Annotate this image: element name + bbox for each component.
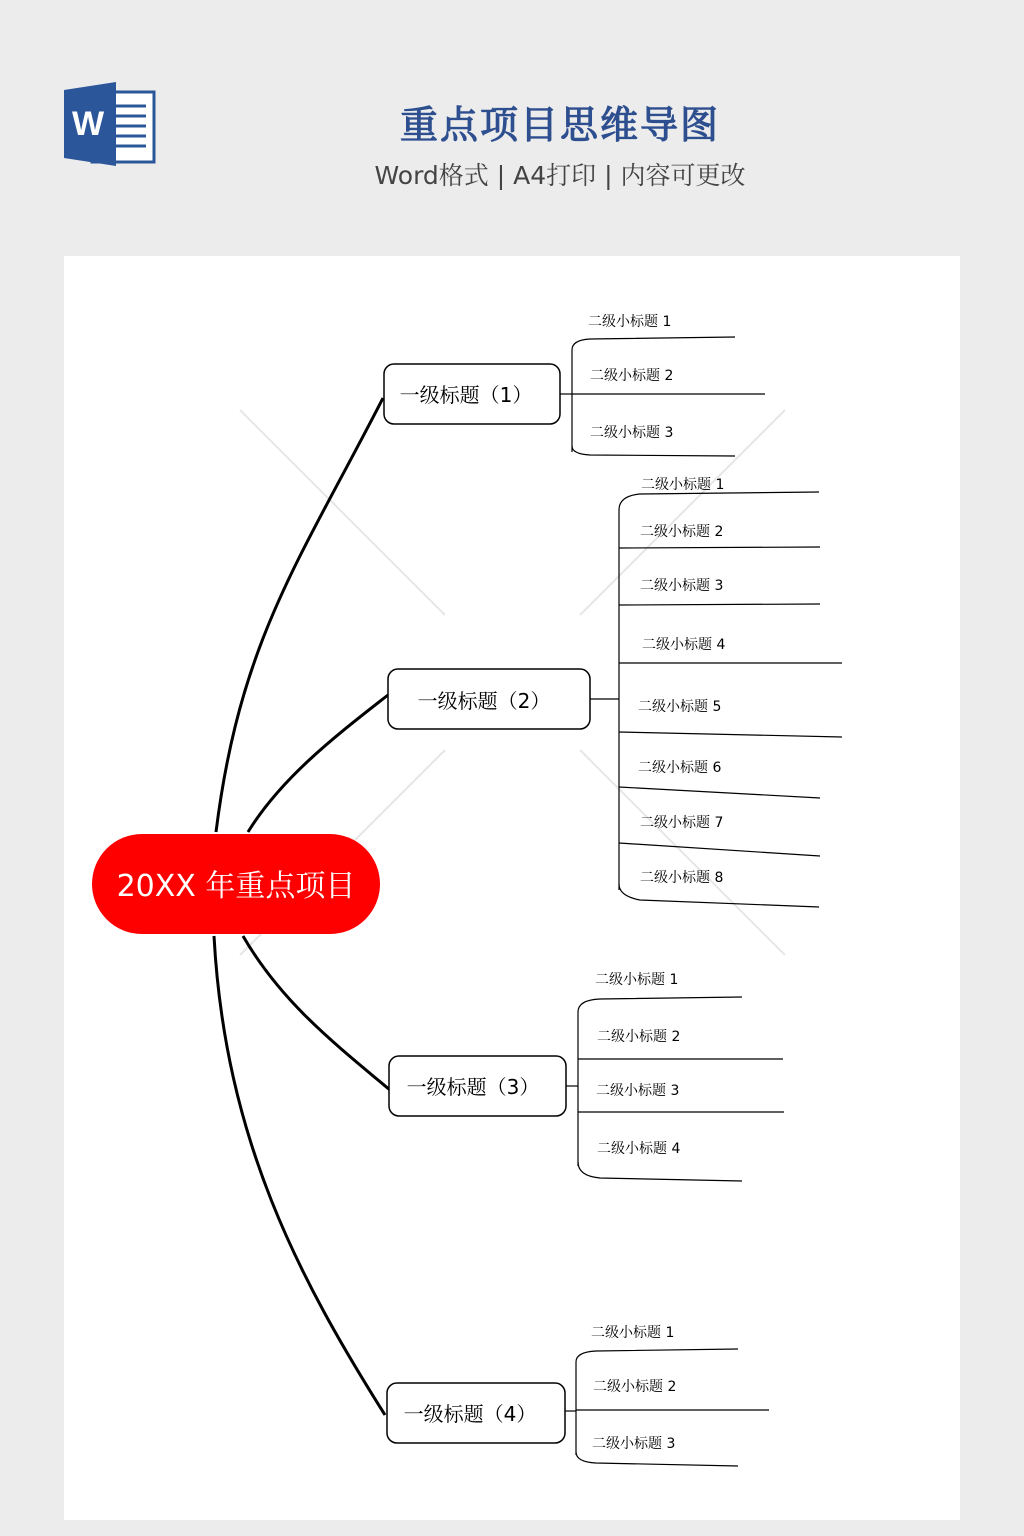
branch-3-child-4: 二级小标题 4 — [597, 1141, 681, 1157]
page-subtitle: Word格式 | A4打印 | 内容可更改 — [374, 161, 746, 190]
branch-2-child-1: 二级小标题 1 — [641, 477, 725, 493]
branch-2-child-5: 二级小标题 5 — [638, 699, 722, 715]
branch-label-1: 一级标题（1） — [399, 383, 533, 407]
branch-4-child-3: 二级小标题 3 — [592, 1436, 676, 1452]
word-logo-letter: W — [71, 105, 105, 143]
branch-2-child-7: 二级小标题 7 — [640, 815, 724, 831]
branch-1-child-3: 二级小标题 3 — [590, 425, 674, 441]
branch-3-child-2: 二级小标题 2 — [597, 1029, 681, 1045]
branch-2-child-6: 二级小标题 6 — [638, 760, 722, 776]
page-title: 重点项目思维导图 — [399, 103, 720, 147]
branch-4-child-1: 二级小标题 1 — [591, 1325, 675, 1341]
branch-1-child-2: 二级小标题 2 — [590, 368, 674, 384]
root-label: 20XX 年重点项目 — [116, 869, 356, 904]
branch-label-4: 一级标题（4） — [403, 1402, 537, 1426]
branch-3-child-1: 二级小标题 1 — [595, 972, 679, 988]
branch-2-child-3: 二级小标题 3 — [640, 578, 724, 594]
branch-label-2: 一级标题（2） — [417, 689, 551, 713]
branch-label-3: 一级标题（3） — [406, 1075, 540, 1099]
branch-2-child-4: 二级小标题 4 — [642, 637, 726, 653]
branch-4-child-2: 二级小标题 2 — [593, 1379, 677, 1395]
root-node[interactable] — [92, 834, 380, 934]
branch-2-child-2: 二级小标题 2 — [640, 524, 724, 540]
branch-3-child-3: 二级小标题 3 — [596, 1083, 680, 1099]
branch-1-child-1: 二级小标题 1 — [588, 314, 672, 330]
branch-2-child-8: 二级小标题 8 — [640, 870, 724, 886]
